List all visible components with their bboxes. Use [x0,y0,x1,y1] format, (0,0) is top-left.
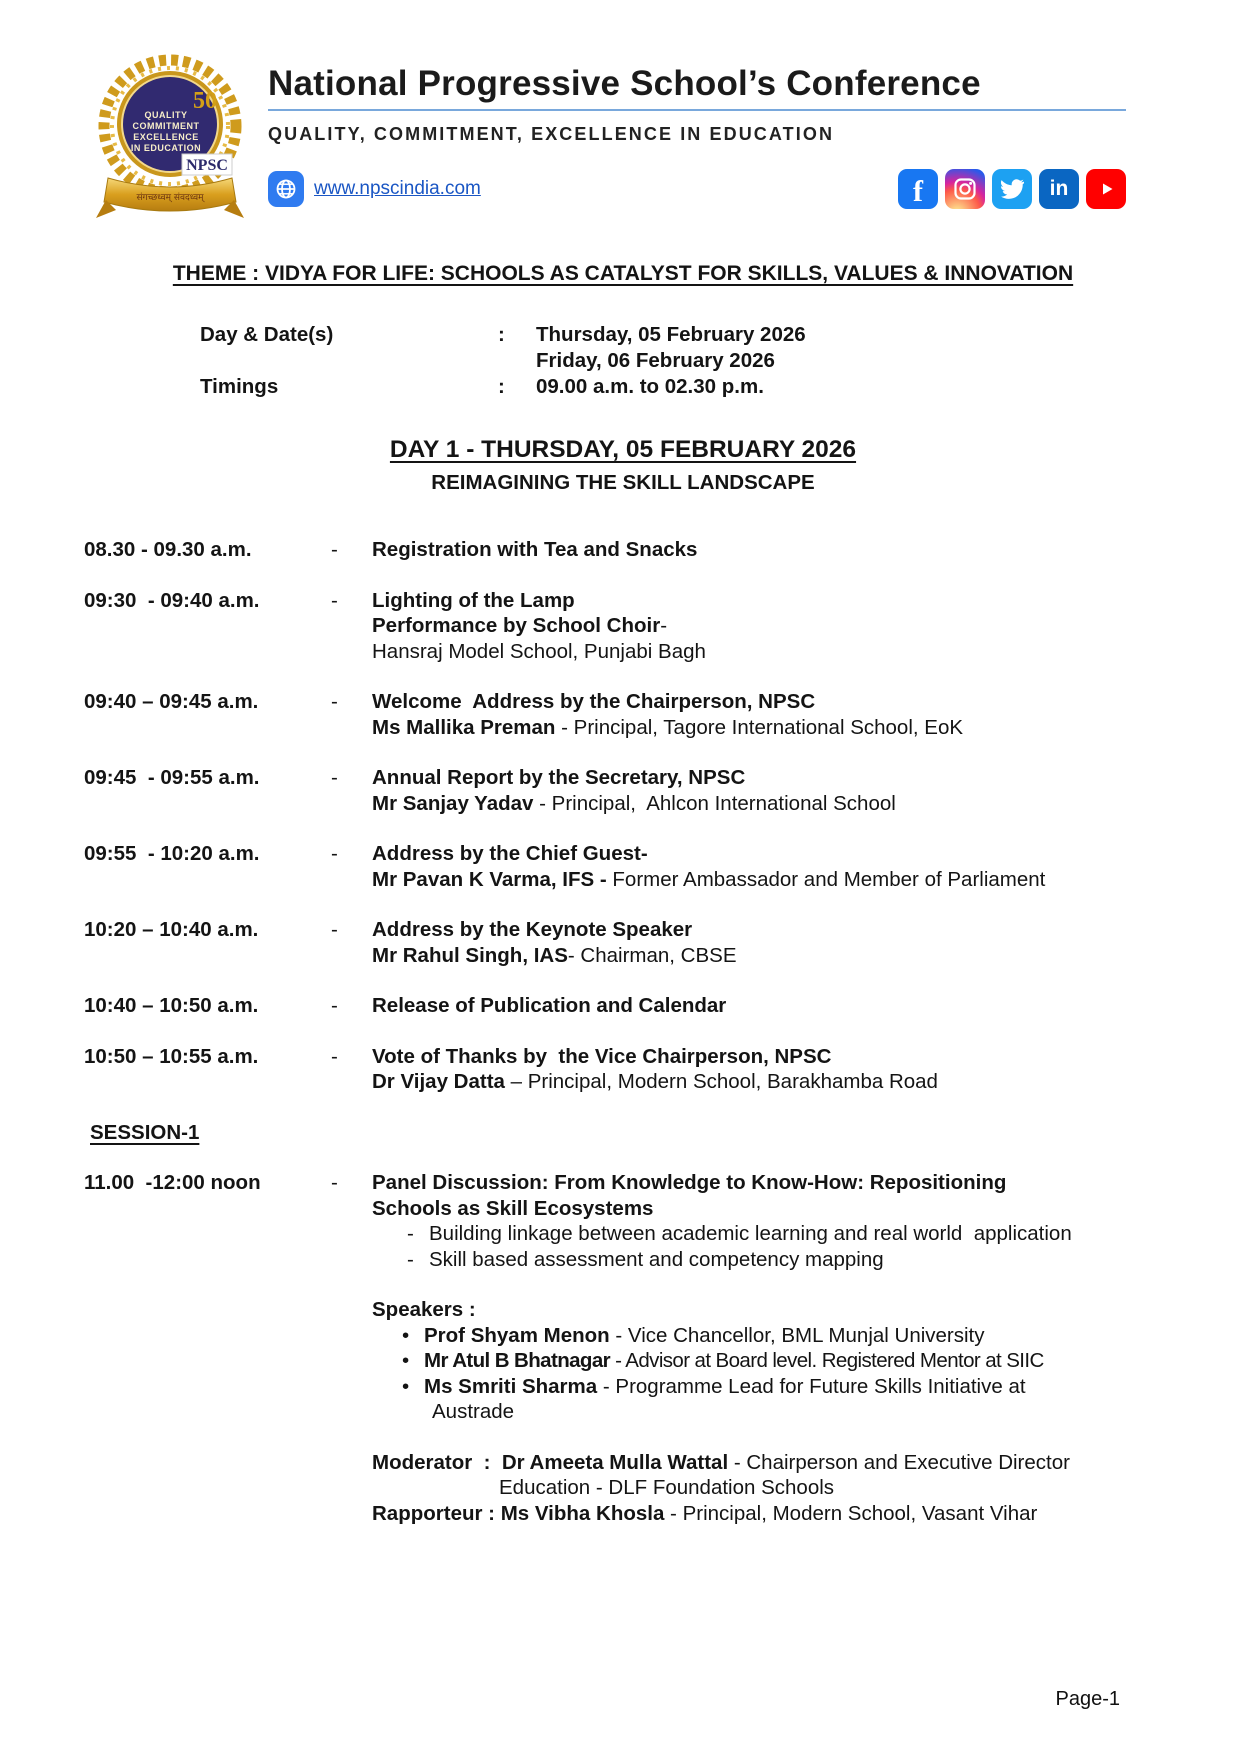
schedule-row [84,765,1162,816]
logo-org-short: NPSC [186,157,228,174]
npsc-logo [94,50,246,222]
globe-icon [268,171,304,207]
day1-subtitle: REIMAGINING THE SKILL LANDSCAPE [431,471,815,494]
date-value-1: Thursday, 05 February 2026 [536,323,806,346]
page-number: Page-1 [1055,1688,1120,1710]
date-value-2: Friday, 06 February 2026 [536,349,775,372]
schedule-time: 10:50 – 10:55 a.m. [84,1044,259,1068]
schedule-dash: - [331,538,338,561]
schedule-line: Address by the Chief Guest- [372,842,648,865]
schedule-dash: - [331,766,338,789]
schedule-line: • Prof Shyam Menon - Vice Chancellor, BML Munjal University [402,1323,985,1347]
schedule-content [372,765,1162,816]
dash-marker: - [407,1247,414,1271]
schedule-line: Panel Discussion: From Knowledge to Know-How: Repositioning [372,1171,1007,1194]
logo-anniversary: 50 [193,88,217,114]
logo-line2: COMMITMENT [132,121,200,131]
schedule-line: Mr Rahul Singh, IAS- Chairman, CBSE [372,943,737,967]
schedule-time: 10:20 – 10:40 a.m. [84,918,259,941]
schedule-line: - Building linkage between academic learning and real world application [407,1222,1072,1245]
schedule-time: 10:40 – 10:50 a.m. [84,994,259,1017]
schedule-content [372,841,1162,892]
instagram-icon[interactable] [945,169,985,209]
schedule-dash: - [331,994,338,1017]
info-row-timings [84,374,1162,400]
logo-line1: QUALITY [144,110,188,120]
logo-motto: संगच्छध्वम् संवदध्वम् [136,193,204,203]
schedule-dash: - [331,1171,338,1194]
schedule [84,537,1162,1526]
logo-line4: IN EDUCATION [130,143,202,153]
title-underline [268,109,1126,111]
schedule-line: Lighting of the Lamp [372,588,575,612]
bullet-marker: • [402,1323,410,1347]
schedule-dash: - [331,918,338,941]
schedule-line: Education - DLF Foundation Schools [499,1476,835,1499]
day-date-label: Day & Date(s) [200,323,334,346]
schedule-line: Dr Vijay Datta – Principal, Modern School, Barakhamba Road [372,1070,938,1093]
schedule-row [84,993,1162,1019]
page-title: National Progressive School’s Conference [268,64,981,103]
header-text [268,50,1162,222]
bullet-marker: • [402,1349,409,1372]
schedule-line: Hansraj Model School, Punjabi Bagh [372,639,706,663]
npsc-logo-graphic [94,50,246,222]
schedule-line: Registration with Tea and Snacks [372,538,698,561]
schedule-row [84,1044,1162,1095]
schedule-content [372,689,1162,740]
schedule-line: Ms Mallika Preman - Principal, Tagore International School, EoK [372,715,964,739]
schedule-line: • Mr Atul B Bhatnagar - Advisor at Board level. Registered Mentor at SIIC [402,1349,1044,1372]
schedule-line: Vote of Thanks by the Vice Chairperson, NPSC [372,1044,832,1068]
schedule-line: Address by the Keynote Speaker [372,918,693,941]
website-row [268,171,481,207]
schedule-content [372,588,1162,665]
schedule-content [372,1170,1162,1526]
logo-line3: EXCELLENCE [133,132,199,142]
schedule-line: - Skill based assessment and competency mapping [407,1247,884,1271]
schedule-time: 11.00 -12:00 noon [84,1171,261,1194]
day1-heading [84,436,1162,495]
colon: : [498,375,505,398]
schedule-dash: - [331,1044,338,1068]
schedule-line: Moderator : Dr Ameeta Mulla Wattal - Chairperson and Executive Director [372,1450,1070,1474]
schedule-dash: - [331,842,338,865]
info-block [84,322,1162,400]
schedule-line: Mr Sanjay Yadav - Principal, Ahlcon International School [372,791,896,815]
timings-value: 09.00 a.m. to 02.30 p.m. [536,375,764,398]
schedule-time: 09:30 - 09:40 a.m. [84,588,260,612]
twitter-icon[interactable] [992,169,1032,209]
schedule-time: 08.30 - 09.30 a.m. [84,538,252,561]
schedule-line: • Ms Smriti Sharma - Programme Lead for Future Skills Initiative at [402,1374,1026,1398]
website-link[interactable]: www.npscindia.com [314,178,481,199]
schedule-line [372,1425,1162,1450]
theme-line: THEME : VIDYA FOR LIFE: SCHOOLS AS CATALYST FOR SKILLS, VALUES & INNOVATION [172,262,1074,285]
colon: : [498,323,505,346]
schedule-line: Annual Report by the Secretary, NPSC [372,766,746,789]
schedule-dash: - [331,588,338,612]
schedule-dash: - [331,690,338,713]
day1-title: DAY 1 - THURSDAY, 05 FEBRUARY 2026 [389,436,857,463]
schedule-time: 09:40 – 09:45 a.m. [84,690,259,713]
schedule-content [372,537,1162,563]
social-icons [898,169,1126,209]
schedule-row [84,841,1162,892]
schedule-line: Austrade [432,1400,515,1423]
facebook-icon[interactable]: f [898,169,938,209]
schedule-time: 09:45 - 09:55 a.m. [84,766,260,789]
schedule-row [84,588,1162,665]
bullet-marker: • [402,1374,410,1398]
schedule-row [84,917,1162,968]
schedule-row [84,689,1162,740]
schedule-content [372,917,1162,968]
dash-marker: - [407,1222,414,1245]
tagline: QUALITY, COMMITMENT, EXCELLENCE IN EDUCATION [268,124,835,144]
schedule-row [84,1170,1162,1526]
schedule-line: Schools as Skill Ecosystems [372,1196,654,1220]
header [84,0,1162,222]
schedule-line: Performance by School Choir- [372,614,668,637]
linkedin-icon[interactable]: in [1039,169,1079,209]
schedule-line: Welcome Address by the Chairperson, NPSC [372,690,816,713]
schedule-line: Release of Publication and Calendar [372,994,727,1017]
schedule-line [372,1272,1162,1297]
schedule-time: 09:55 - 10:20 a.m. [84,842,260,865]
info-row-dates [84,322,1162,374]
schedule-content [372,993,1162,1019]
schedule-content [372,1044,1162,1095]
schedule-line: Mr Pavan K Varma, IFS - Former Ambassador and Member of Parliament [372,867,1046,891]
schedule-line: Rapporteur : Ms Vibha Khosla - Principal, Modern School, Vasant Vihar [372,1501,1038,1525]
schedule-row [84,537,1162,563]
youtube-icon[interactable] [1086,169,1126,209]
schedule-line: Speakers : [372,1298,476,1321]
timings-label: Timings [200,375,279,398]
session-label: SESSION-1 [90,1120,200,1144]
